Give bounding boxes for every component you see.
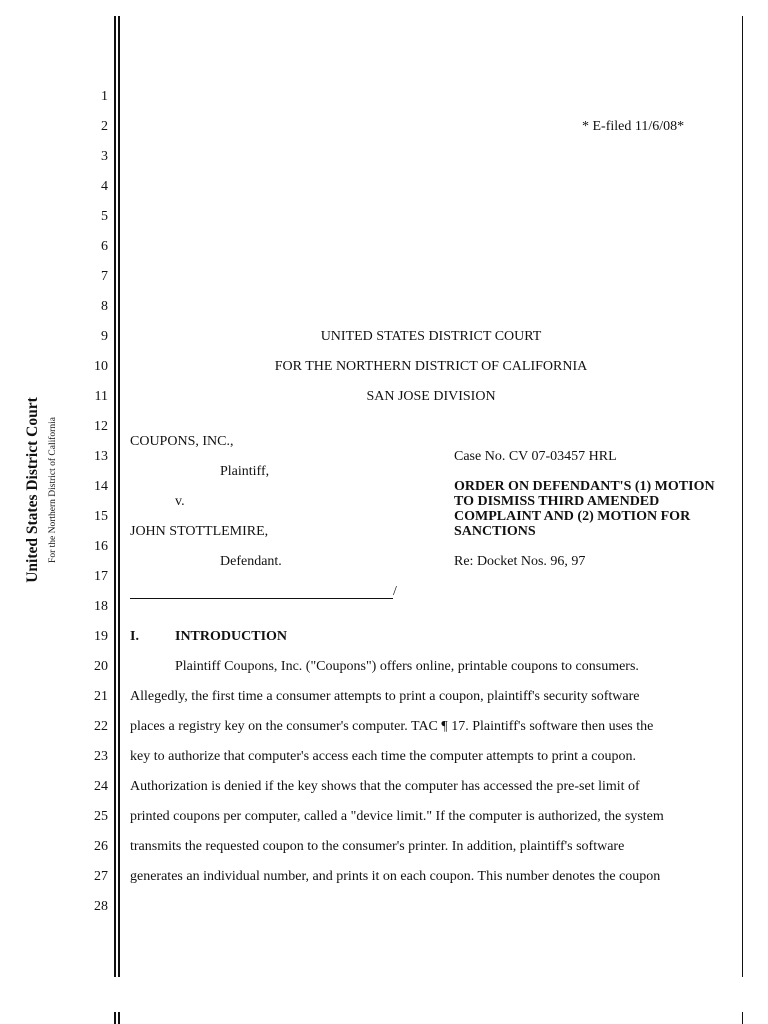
line-number: 22: [94, 719, 108, 734]
line-number: 14: [94, 479, 108, 494]
line-number: 7: [101, 269, 108, 284]
line-number: 13: [94, 449, 108, 464]
line-number: 28: [94, 899, 108, 914]
line-number: 4: [101, 179, 108, 194]
line-number: 5: [101, 209, 108, 224]
line-number: 21: [94, 689, 108, 704]
line-number: 1: [101, 89, 108, 104]
caption-slash: /: [393, 584, 397, 599]
line-number: 25: [94, 809, 108, 824]
docket-numbers: Re: Docket Nos. 96, 97: [454, 554, 586, 569]
plaintiff-name: COUPONS, INC.,: [130, 434, 234, 449]
defendant-role: Defendant.: [220, 554, 282, 569]
case-number: Case No. CV 07-03457 HRL: [454, 449, 617, 464]
line-number: 6: [101, 239, 108, 254]
body-line: Authorization is denied if the key shows that the computer has accessed the pre-set limit of: [130, 779, 640, 794]
line-number: 24: [94, 779, 108, 794]
line-number: 23: [94, 749, 108, 764]
line-number: 11: [94, 389, 108, 404]
versus: v.: [175, 494, 185, 509]
right-margin-rule: [742, 16, 743, 977]
section-heading: INTRODUCTION: [175, 629, 288, 644]
caption-underline: [130, 598, 393, 599]
order-title-line: ORDER ON DEFENDANT'S (1) MOTION: [454, 479, 715, 494]
line-number: 16: [94, 539, 108, 554]
next-page-left-rule-2: [118, 1012, 120, 1024]
court-division: SAN JOSE DIVISION: [366, 389, 496, 404]
line-number: 19: [94, 629, 108, 644]
line-number: 12: [94, 419, 108, 434]
order-title-line: TO DISMISS THIRD AMENDED: [454, 494, 660, 509]
next-page-right-rule: [742, 1012, 743, 1024]
line-number: 18: [94, 599, 108, 614]
body-line: Plaintiff Coupons, Inc. ("Coupons") offers online, printable coupons to consumers.: [175, 659, 639, 674]
left-margin-rule-1: [114, 16, 116, 977]
line-number: 10: [94, 359, 108, 374]
left-margin-rule-2: [118, 16, 120, 977]
body-line: generates an individual number, and prints it on each coupon. This number denotes the coupon: [130, 869, 661, 884]
body-line: transmits the requested coupon to the consumer's printer. In addition, plaintiff's software: [130, 839, 625, 854]
line-number: 15: [94, 509, 108, 524]
order-title-line: SANCTIONS: [454, 524, 536, 539]
sidebar-district-name: For the Northern District of California: [48, 417, 58, 563]
line-number: 8: [101, 299, 108, 314]
line-number: 9: [101, 329, 108, 344]
line-number: 2: [101, 119, 108, 134]
line-number: 27: [94, 869, 108, 884]
line-number: 17: [94, 569, 108, 584]
section-number: I.: [130, 629, 139, 644]
sidebar-court-name: United States District Court: [24, 397, 41, 583]
efiled-stamp: * E-filed 11/6/08*: [582, 119, 685, 134]
court-district: FOR THE NORTHERN DISTRICT OF CALIFORNIA: [274, 359, 588, 374]
line-number: 26: [94, 839, 108, 854]
body-line: places a registry key on the consumer's computer. TAC ¶ 17. Plaintiff's software then uses the: [130, 719, 654, 734]
next-page-left-rule-1: [114, 1012, 116, 1024]
body-line: key to authorize that computer's access each time the computer attempts to print a coupon.: [130, 749, 636, 764]
body-line: printed coupons per computer, called a "device limit." If the computer is authorized, the system: [130, 809, 664, 824]
body-line: Allegedly, the first time a consumer attempts to print a coupon, plaintiff's security software: [130, 689, 640, 704]
line-number: 20: [94, 659, 108, 674]
defendant-name: JOHN STOTTLEMIRE,: [130, 524, 269, 539]
plaintiff-role: Plaintiff,: [220, 464, 270, 479]
line-number: 3: [101, 149, 108, 164]
court-name: UNITED STATES DISTRICT COURT: [320, 329, 542, 344]
order-title-line: COMPLAINT AND (2) MOTION FOR: [454, 509, 691, 524]
